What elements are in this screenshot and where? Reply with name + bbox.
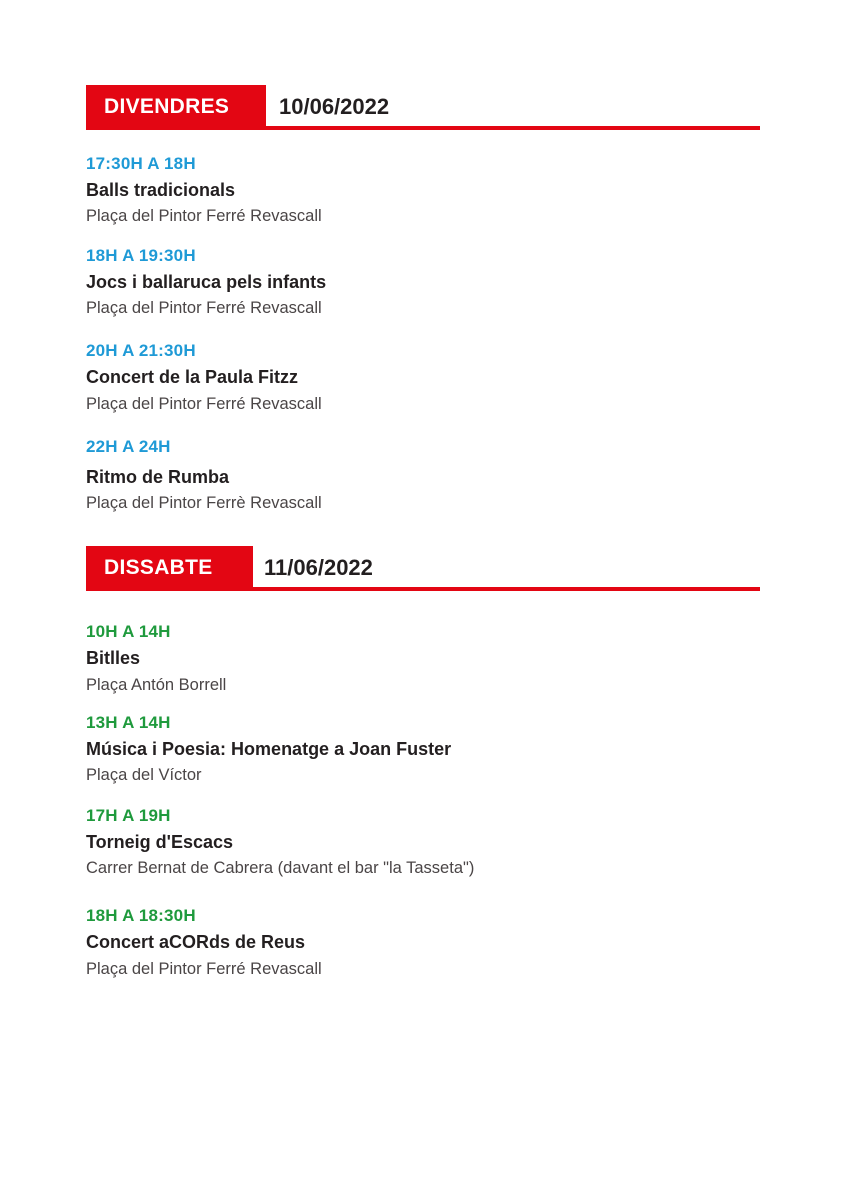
- event-place: Plaça del Víctor: [86, 766, 202, 784]
- day-date: 10/06/2022: [279, 94, 390, 119]
- event-item: [86, 805, 746, 879]
- event-item: [86, 436, 746, 514]
- event-time: 13H A 14H: [86, 713, 171, 732]
- event-place: Plaça del Pintor Ferré Revascall: [86, 299, 322, 317]
- event-place: Plaça del Pintor Ferrè Revascall: [86, 494, 322, 512]
- event-item: [86, 712, 746, 786]
- event-title: Música i Poesia: Homenatge a Joan Fuster: [86, 739, 452, 759]
- event-title: Torneig d'Escacs: [86, 832, 233, 852]
- day-label: DISSABTE: [86, 546, 253, 590]
- event-time: 18H A 18:30H: [86, 906, 196, 925]
- event-place: Carrer Bernat de Cabrera (davant el bar "la Tasseta"): [86, 859, 475, 877]
- event-title: Bitlles: [86, 648, 141, 668]
- event-time: 17:30H A 18H: [86, 154, 196, 173]
- event-time: 22H A 24H: [86, 437, 171, 456]
- event-place: Plaça del Pintor Ferré Revascall: [86, 395, 322, 413]
- event-item: [86, 153, 746, 227]
- event-place: Plaça del Pintor Ferré Revascall: [86, 960, 322, 978]
- event-time: 20H A 21:30H: [86, 341, 196, 360]
- event-title: Concert de la Paula Fitzz: [86, 367, 299, 387]
- event-place: Plaça Antón Borrell: [86, 676, 227, 694]
- day-date: 11/06/2022: [264, 555, 373, 580]
- event-time: 17H A 19H: [86, 806, 171, 825]
- divider: [86, 587, 760, 591]
- event-place: Plaça del Pintor Ferré Revascall: [86, 207, 322, 225]
- day-label: DIVENDRES: [86, 85, 266, 129]
- event-item: [86, 621, 746, 696]
- event-item: [86, 340, 746, 415]
- event-time: 10H A 14H: [86, 622, 171, 641]
- day-header-friday: [86, 85, 760, 133]
- event-item: [86, 905, 746, 980]
- divider: [86, 126, 760, 130]
- day-header-saturday: [86, 546, 760, 594]
- event-title: Ritmo de Rumba: [86, 467, 230, 487]
- event-title: Jocs i ballaruca pels infants: [86, 272, 327, 292]
- event-time: 18H A 19:30H: [86, 246, 196, 265]
- event-item: [86, 245, 746, 319]
- event-title: Balls tradicionals: [86, 180, 236, 200]
- event-title: Concert aCORds de Reus: [86, 932, 306, 952]
